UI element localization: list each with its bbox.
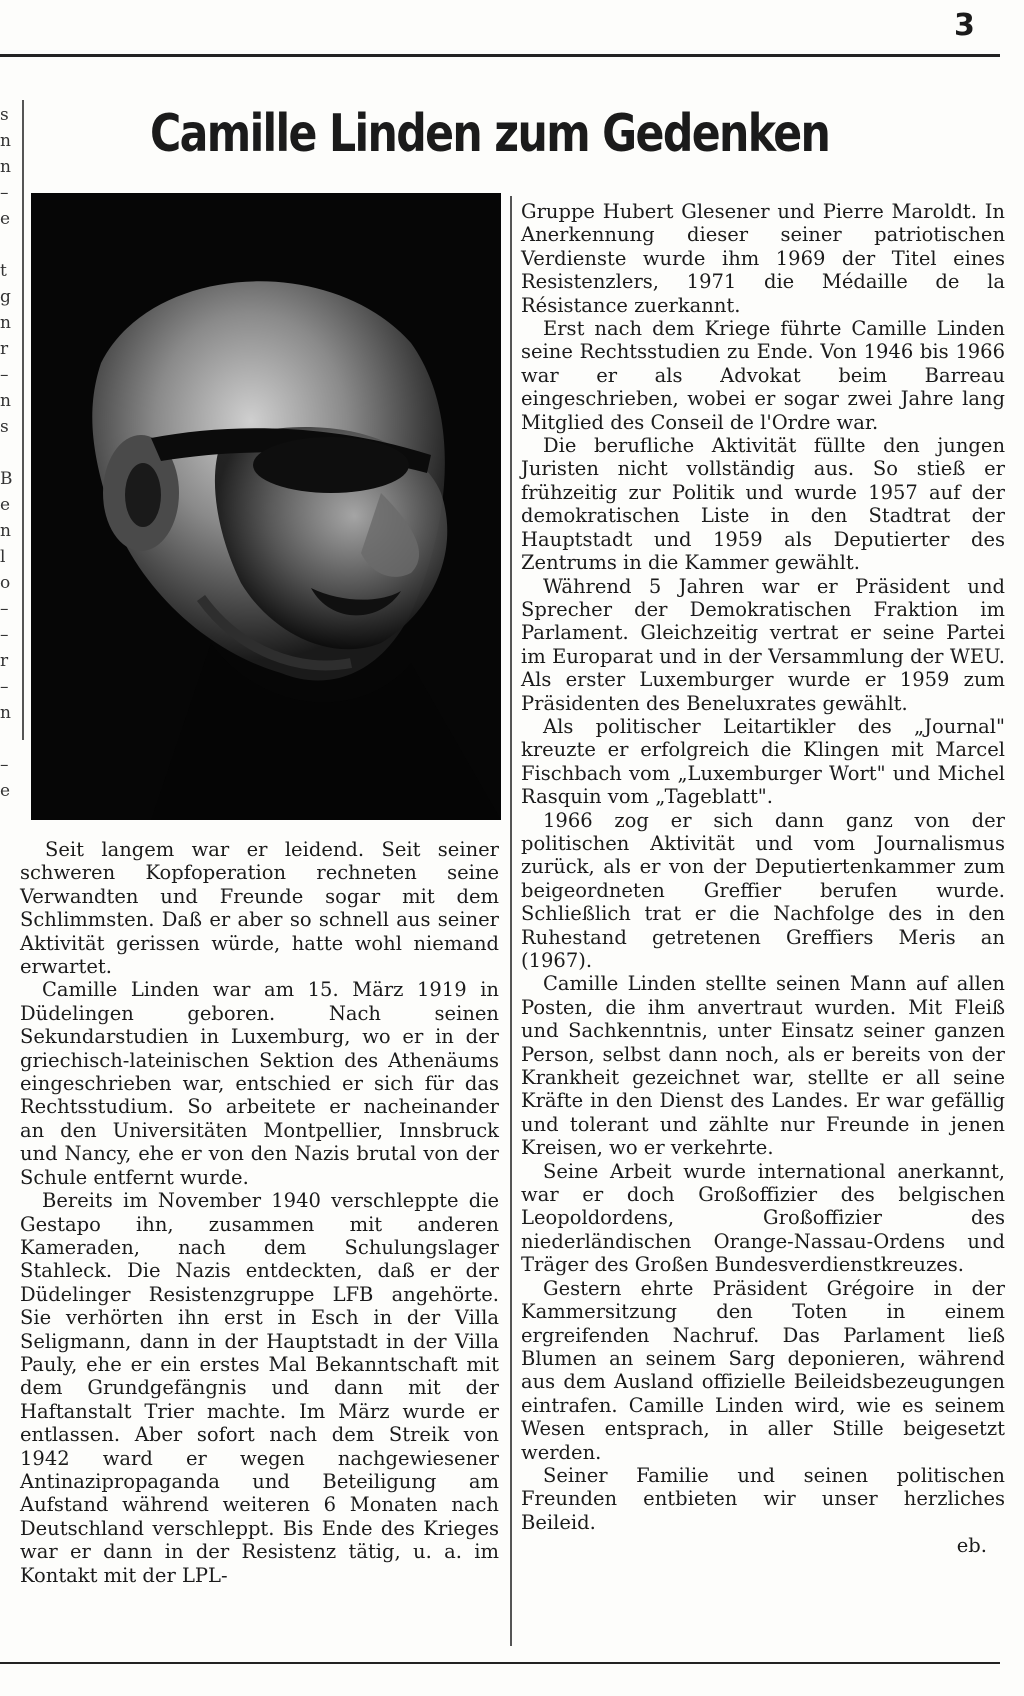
column-rule	[510, 196, 512, 1646]
column-fragment: r	[0, 339, 9, 359]
article-paragraph: Seit langem war er leidend. Seit seiner schweren Kopfoperation rechneten seine Verwandten und Freunde sogar mit dem Schlimmsten. Daß er aber so schnell aus seiner Aktivität gerissen würde, hatte wohl niemand erwartet.	[20, 838, 499, 979]
page-number: 3	[954, 8, 975, 43]
column-fragment: –	[0, 625, 9, 645]
column-fragment: e	[0, 209, 11, 229]
article-paragraph: Die berufliche Aktivität füllte den jungen Juristen nicht vollständig aus. So stieß er frühzeitig zur Politik und wurde 1957 auf der demokratischen Liste in den Stadtrat der Hauptstadt und 1959 als Deputierter des Zentrums in die Kammer gewählt.	[521, 434, 1005, 575]
article-paragraph: Camille Linden stellte seinen Mann auf allen Posten, die ihm anvertraut wurden. Mit Fleiß und Sachkenntnis, unter Einsatz seiner ganzen Person, selbst dann noch, als er bereits von der Krankheit gezeichnet war, stellte er all seine Kräfte in den Dienst des Landes. Er war gefällig und tolerant und zählte nur Freunde in jenen Kreisen, wo er verkehrte.	[521, 972, 1005, 1160]
column-fragment	[0, 440, 18, 466]
column-fragment: n	[0, 521, 11, 541]
column-fragment: e	[0, 781, 11, 801]
column-fragment: –	[0, 755, 9, 775]
article-paragraph: Während 5 Jahren war er Präsident und Sprecher der Demokratischen Fraktion im Parlament. Gleichzeitig vertrat er seine Partei im Europarat und in der Versammlung der WEU. Als erster Luxemburger wurde er 1959 zum Präsidenten des Beneluxrates gewählt.	[521, 574, 1005, 715]
column-fragment: B	[0, 469, 13, 489]
article-paragraph: Seine Arbeit wurde international anerkannt, war er doch Großoffizier des belgischen Leopoldordens, Großoffizier des niederländischen Orange-Nassau-Ordens und Träger des Großen Bundesverdienstkreuzes.	[521, 1159, 1005, 1277]
column-fragment: –	[0, 365, 9, 385]
column-fragment	[0, 232, 18, 258]
portrait-photo-image	[31, 193, 501, 820]
column-fragment: s	[0, 417, 9, 437]
portrait-photo	[31, 193, 501, 820]
column-fragment: s	[0, 105, 9, 125]
column-fragment: –	[0, 677, 9, 697]
column-fragment: n	[0, 157, 11, 177]
column-fragment: r	[0, 651, 9, 671]
article-paragraph: Gruppe Hubert Glesener und Pierre Maroldt. In Anerkennung dieser seiner patriotischen Verdienste wurde ihm 1969 der Titel eines Resistenzlers, 1971 die Médaille de la Résistance zuerkannt.	[521, 200, 1005, 317]
column-fragment: n	[0, 313, 11, 333]
article-paragraph: Erst nach dem Kriege führte Camille Linden seine Rechtsstudien zu Ende. Von 1946 bis 1966 war er als Advokat beim Barreau eingeschrieben, wobei er sogar zwei Jahre lang Mitglied des Conseil de l'Ordre war.	[521, 317, 1005, 434]
article-paragraph: 1966 zog er sich dann ganz von der politischen Aktivität und vom Journalismus zurück, als er von der Deputiertenkammer zum beigeordneten Greffier berufen wurde. Schließlich trat er die Nachfolge des in den Ruhestand getretenen Greffiers Meris an (1967).	[521, 808, 1005, 972]
article-column-right	[521, 200, 1005, 1558]
column-fragment: –	[0, 183, 9, 203]
article-paragraph: Camille Linden war am 15. März 1919 in Düdelingen geboren. Nach seinen Sekundarstudien in Luxemburg, wo er in der griechisch-lateinischen Sektion des Athenäums eingeschrieben war, entschied er sich für das Rechtsstudium. So arbeitete er nacheinander an den Universitäten Montpellier, Innsbruck und Nancy, ehe er von den Nazis brutal von der Schule entfernt wurde.	[20, 978, 499, 1189]
bottom-rule	[0, 1662, 1000, 1664]
column-rule	[22, 100, 24, 740]
column-fragment: e	[0, 495, 11, 515]
column-fragment: n	[0, 391, 11, 411]
article-headline: Camille Linden zum Gedenken	[150, 104, 830, 164]
column-fragment: l	[0, 547, 6, 567]
previous-column-fragments	[0, 102, 18, 804]
article-paragraph: Als politischer Leitartikler des „Journal" kreuzte er erfolgreich die Klingen mit Marcel Fischbach vom „Luxemburger Wort" und Michel Rasquin vom „Tageblatt".	[521, 714, 1005, 809]
article-paragraph: Bereits im November 1940 verschleppte die Gestapo ihn, zusammen mit anderen Kameraden, nach dem Schulungslager Stahleck. Die Nazis entdeckten, daß er der Düdelinger Resistenzgruppe LFB angehörte. Sie verhörten ihn erst in Esch in der Villa Seligmann, dann in der Hauptstadt in der Villa Pauly, ehe er ein erstes Mal Bekanntschaft mit dem Grundgefängnis und dann mit der Haftanstalt Trier machte. Im März wurde er entlassen. Aber sofort nach dem Streik von 1942 ward er wegen nachgewiesener Antinazipropaganda und Beteiligung am Aufstand während weiteren 6 Monaten nach Deutschland verschleppt. Bis Ende des Krieges war er dann in der Resistenz tätig, u. a. im Kontakt mit der LPL-	[20, 1189, 499, 1587]
column-fragment: n	[0, 131, 11, 151]
column-fragment: n	[0, 703, 11, 723]
column-fragment	[0, 726, 18, 752]
column-fragment: g	[0, 287, 11, 307]
column-fragment: o	[0, 573, 11, 593]
column-fragment: –	[0, 599, 9, 619]
top-rule	[0, 54, 1000, 57]
article-paragraph: Seiner Familie und seinen politischen Freunden entbieten wir unser herzliches Beileid.	[521, 1463, 1005, 1534]
article-column-left	[20, 838, 499, 1587]
author-signature: eb.	[956, 1534, 987, 1558]
article-paragraph: Gestern ehrte Präsident Grégoire in der Kammersitzung den Toten in einem ergreifenden Nachruf. Das Parlament ließ Blumen an seinem Sarg deponieren, während aus dem Ausland offizielle Beileidsbezeugungen eintrafen. Camille Linden wird, wie es seinem Wesen entsprach, in aller Stille beigesetzt werden.	[521, 1276, 1005, 1464]
column-fragment: t	[0, 261, 7, 281]
